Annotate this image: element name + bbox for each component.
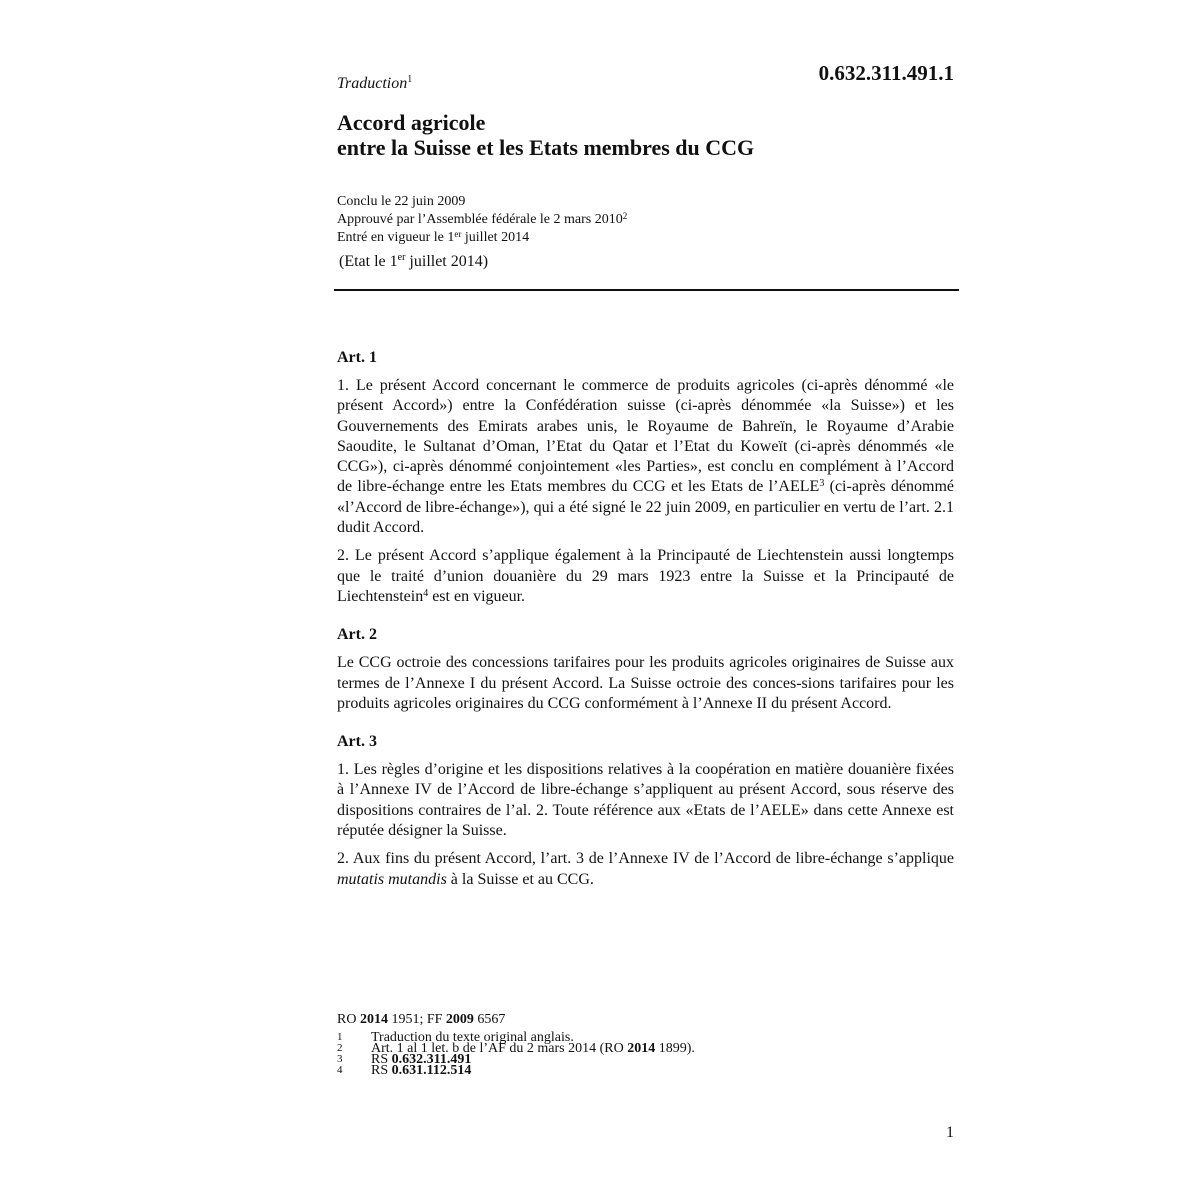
sr-number: 0.632.311.491.1 bbox=[818, 61, 954, 85]
footnote-text-a: RS bbox=[371, 1063, 392, 1078]
art3-p2-emphasis: mutatis mutandis bbox=[337, 870, 447, 888]
footnote-text-b: 1899). bbox=[655, 1041, 695, 1056]
source-ro-page: 1951; FF bbox=[387, 1012, 446, 1027]
title-line-1: Accord agricole bbox=[337, 110, 486, 135]
translation-label bbox=[337, 74, 412, 93]
footnote-text-bold: 0.631.112.514 bbox=[391, 1063, 472, 1078]
article-3-heading: Art. 3 bbox=[337, 733, 377, 751]
article-2 bbox=[337, 625, 954, 714]
entry-sup: er bbox=[454, 229, 462, 239]
page-number: 1 bbox=[946, 1124, 954, 1141]
status-text-b: juillet 2014) bbox=[405, 253, 489, 270]
approved-date bbox=[337, 209, 627, 227]
header-divider bbox=[334, 289, 959, 291]
footnote-ref-3: 3 bbox=[819, 478, 825, 490]
footnote-text-bold: 2014 bbox=[627, 1041, 656, 1056]
art1-p2-text-a: 2. Le présent Accord s’applique également à la Principauté de Liechtenstein aussi longtemps que le traité d’union douanière du 29 mars 1923 entre la Suisse et la Principauté de Liechtenstein bbox=[337, 547, 954, 605]
document-title bbox=[337, 110, 754, 160]
source-ro: RO bbox=[337, 1012, 360, 1027]
document-body bbox=[337, 348, 954, 908]
art1-p2-text-b: est en vigueur. bbox=[428, 587, 526, 605]
source-ff-year: 2009 bbox=[445, 1012, 474, 1027]
article-1-heading: Art. 1 bbox=[337, 349, 377, 366]
article-3-paragraph-1: 1. Les règles d’origine et les dispositions relatives à la coopération en matière douanière fixées à l’Annexe IV de l’Accord de libre-échange s’appliquent au présent Accord, sous réserve des dispositions contraires de l’al. 2. Toute référence aux «Etats de l’AELE» dans cette Annexe est réputée désigner la Suisse. bbox=[337, 761, 954, 840]
footnote-4 bbox=[337, 1065, 695, 1076]
footnotes-list bbox=[337, 1032, 695, 1076]
art3-p2-text-a: 2. Aux fins du présent Accord, l’art. 3 de l’Annexe IV de l’Accord de libre-échange s’applique bbox=[337, 850, 954, 868]
art1-p1-text-a: 1. Le présent Accord concernant le commerce de produits agricoles (ci-après dénommé «le présent Accord») entre la Confédération suisse (ci-après dénommée «la Suisse») et les Gouvernements des Emirats arabes unis, le Royaume de Bahreïn, le Royaume d’Arabie Saoudite, le Sultanat d’Oman, l’Etat du Qatar et l’Etat du Koweït (ci-après dénommés «le CCG»), ci-après dénommé conjointement «les Parties», est conclu en complément à l’Accord de libre-échange entre les Etats membres du CCG et les Etats de l’AELE bbox=[337, 377, 954, 496]
article-3-paragraph-2 bbox=[337, 849, 954, 890]
footnote-ref-1: 1 bbox=[407, 74, 413, 85]
status-text-a: (Etat le 1 bbox=[339, 253, 398, 270]
entry-text-a: Entré en vigueur le 1 bbox=[337, 230, 455, 245]
entry-into-force-date bbox=[337, 227, 627, 245]
source-ro-year: 2014 bbox=[359, 1012, 388, 1027]
article-2-heading: Art. 2 bbox=[337, 626, 377, 644]
article-1-paragraph-2 bbox=[337, 546, 954, 607]
source-ff-page: 6567 bbox=[473, 1012, 506, 1027]
footnote-text-a: RS bbox=[371, 1052, 392, 1067]
concluded-date: Conclu le 22 juin 2009 bbox=[337, 194, 466, 209]
status-sup: er bbox=[397, 252, 406, 263]
footnote-text bbox=[371, 1065, 471, 1076]
footnote-number: 1 bbox=[337, 1031, 343, 1043]
approved-text: Approuvé par l’Assemblée fédérale le 2 mars 2010 bbox=[337, 212, 623, 227]
footnote-number: 3 bbox=[337, 1053, 343, 1065]
article-2-paragraph-1: Le CCG octroie des concessions tarifaires pour les produits agricoles originaires de Suisse aux termes de l’Annexe I du présent Accord. La Suisse octroie des conces-sions tarifaires pour les produits agricoles originaires du CCG conformément à l’Annexe II du présent Accord. bbox=[337, 654, 954, 712]
entry-text-b: juillet 2014 bbox=[461, 230, 530, 245]
title-line-2: entre la Suisse et les Etats membres du CCG bbox=[337, 135, 755, 160]
status-date bbox=[339, 252, 488, 271]
footnote-ref-2: 2 bbox=[622, 211, 628, 221]
footnote-number: 2 bbox=[337, 1042, 343, 1054]
translation-text: Traduction bbox=[337, 75, 408, 92]
footnote-text-a: Art. 1 al 1 let. b de l’AF du 2 mars 2014 (RO bbox=[371, 1041, 628, 1056]
article-3 bbox=[337, 732, 954, 890]
footnote-text: Traduction du texte original anglais. bbox=[371, 1030, 574, 1045]
article-1-paragraph-1 bbox=[337, 376, 954, 538]
publication-source bbox=[337, 1012, 505, 1028]
footnote-text-bold: 0.632.311.491 bbox=[391, 1052, 472, 1067]
footnote-number: 4 bbox=[337, 1064, 343, 1076]
article-1 bbox=[337, 348, 954, 607]
art1-p1-text-b: (ci-après dénommé «l’Accord de libre-échange»), qui a été signé le 22 juin 2009, en particulier en vertu de l’art. 2.1 dudit Accord. bbox=[337, 478, 954, 537]
footnote-ref-4: 4 bbox=[423, 587, 429, 599]
art3-p2-text-b: à la Suisse et au CCG. bbox=[446, 870, 594, 888]
document-metadata bbox=[337, 195, 627, 245]
